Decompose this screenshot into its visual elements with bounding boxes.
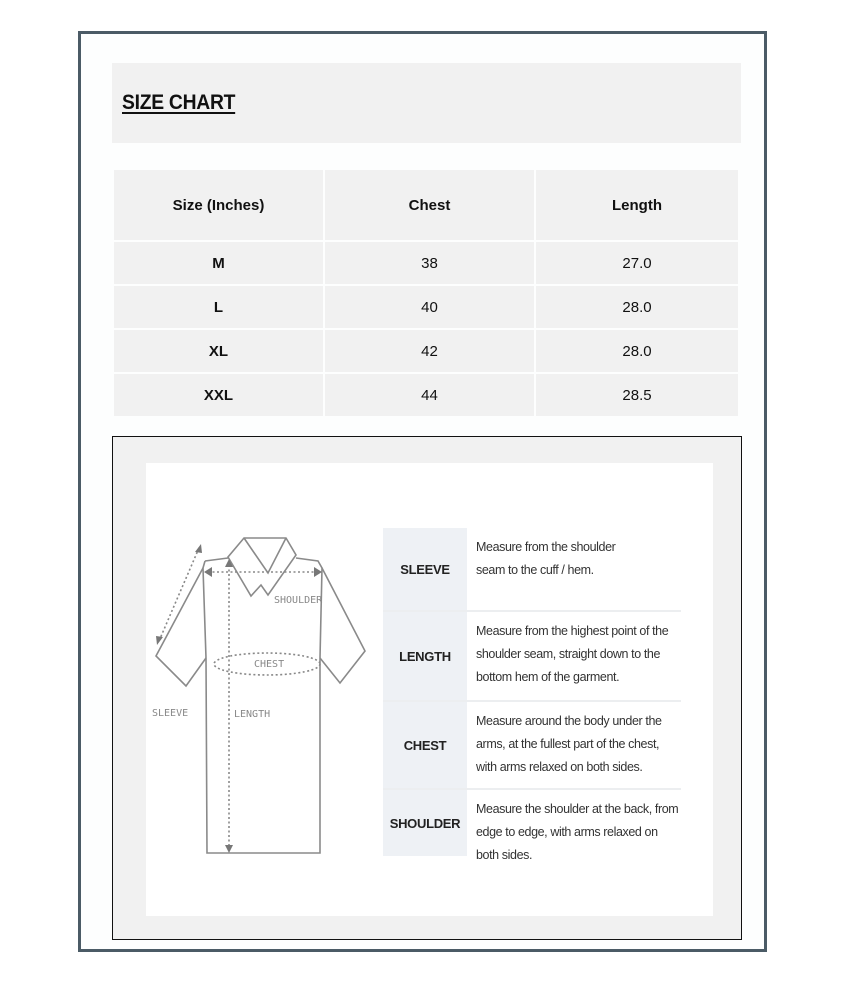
title-band: [112, 63, 741, 143]
table-row: [114, 330, 738, 372]
cell-size: L: [114, 286, 323, 328]
cell-size: XL: [114, 330, 323, 372]
size-table: [112, 168, 740, 418]
measurement-row-sleeve: [383, 528, 681, 612]
measurement-label: SHOULDER: [383, 790, 467, 856]
cell-size: M: [114, 242, 323, 284]
table-row: [114, 286, 738, 328]
cell-chest: 42: [325, 330, 534, 372]
cell-chest: 38: [325, 242, 534, 284]
diagram-label-chest: CHEST: [254, 659, 285, 670]
arrow-right-icon: [314, 567, 322, 577]
header-length: Length: [536, 170, 738, 240]
measurement-label: SLEEVE: [383, 528, 467, 610]
cell-chest: 40: [325, 286, 534, 328]
measurement-label: CHEST: [383, 702, 467, 788]
measurement-label: LENGTH: [383, 612, 467, 700]
diagram-label-length: LENGTH: [234, 709, 271, 720]
header-size: Size (Inches): [114, 170, 323, 240]
cell-chest: 44: [325, 374, 534, 416]
shirt-outline-icon: [156, 538, 365, 853]
table-header-row: [114, 170, 738, 240]
cell-length: 28.0: [536, 330, 738, 372]
arrow-down-icon: [225, 845, 233, 853]
measurement-row-shoulder: [383, 790, 681, 862]
table-row: [114, 374, 738, 416]
measurement-guide: [112, 436, 742, 940]
cell-length: 27.0: [536, 242, 738, 284]
page-title: SIZE CHART: [122, 91, 236, 114]
cell-length: 28.0: [536, 286, 738, 328]
table-row: [114, 242, 738, 284]
measurement-description: Measure from the highest point of the shoulder seam, straight down to the bottom hem of the garment.: [476, 624, 669, 684]
arrow-left-icon: [204, 567, 212, 577]
arrow-up-icon: [195, 544, 202, 553]
measurement-row-chest: [383, 702, 681, 790]
measurement-row-length: [383, 612, 681, 702]
measurement-instructions: [383, 528, 681, 862]
diagram-label-shoulder: SHOULDER: [274, 595, 323, 606]
measurement-description: Measure around the body under the arms, at the fullest part of the chest, with arms relaxed on both sides.: [476, 714, 662, 774]
shirt-diagram: [146, 533, 381, 863]
diagram-label-sleeve: SLEEVE: [152, 708, 189, 719]
measurement-description: Measure from the shoulder seam to the cuff / hem.: [476, 540, 616, 577]
cell-size: XXL: [114, 374, 323, 416]
measurement-guide-panel: [146, 463, 713, 916]
cell-length: 28.5: [536, 374, 738, 416]
sleeve-measure-line: [159, 548, 199, 641]
measurement-description: Measure the shoulder at the back, from edge to edge, with arms relaxed on both sides.: [476, 802, 679, 862]
header-chest: Chest: [325, 170, 534, 240]
